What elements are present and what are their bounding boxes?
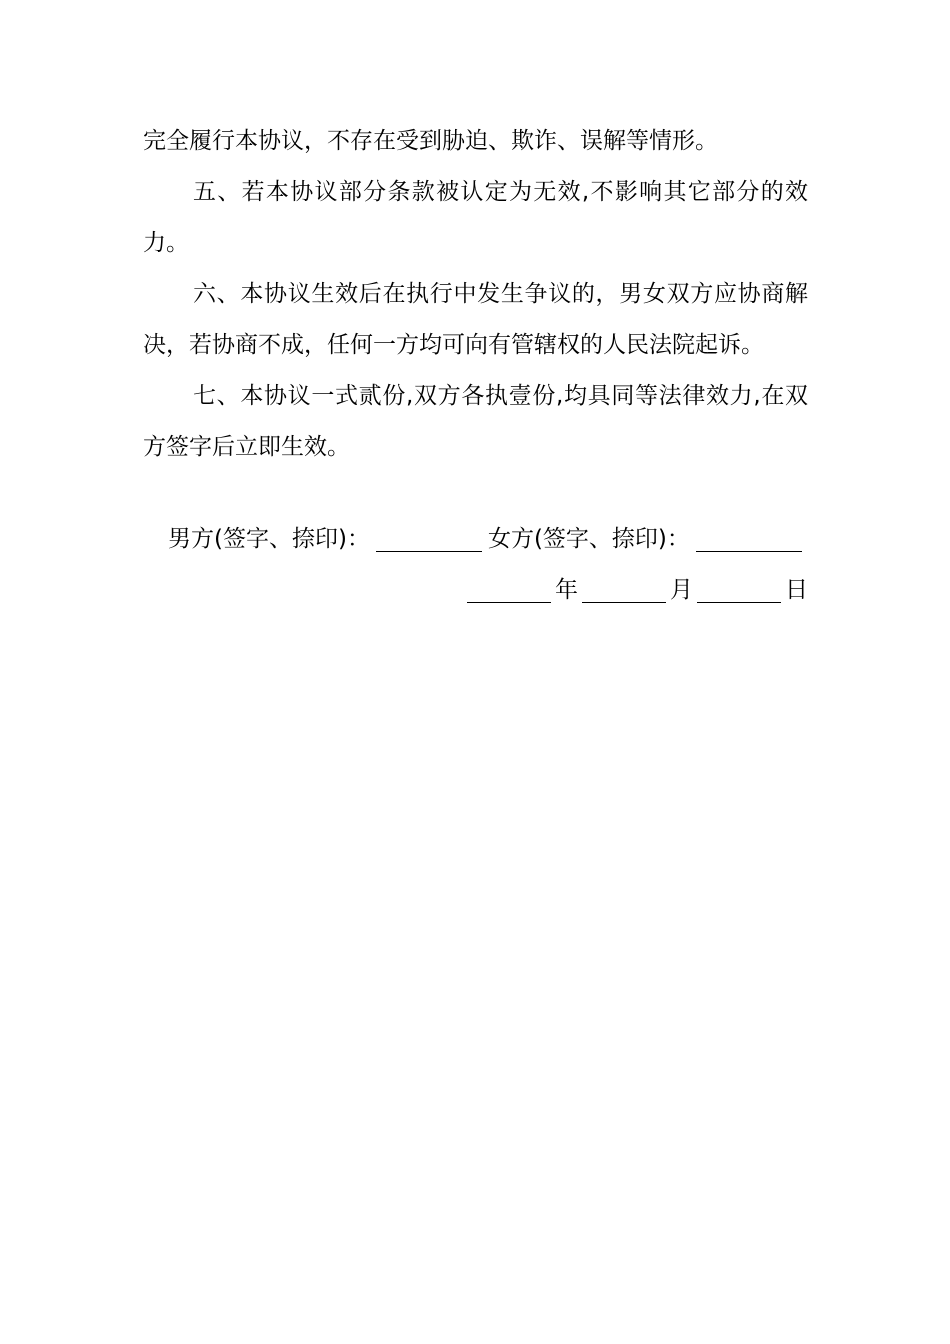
year-blank bbox=[467, 574, 551, 603]
female-signature-label: 女方(签字、捺印)： bbox=[487, 526, 690, 552]
clause-five: 五、若本协议部分条款被认定为无效,不影响其它部分的效力。 bbox=[143, 179, 808, 256]
male-signature-blank bbox=[376, 523, 482, 552]
signature-row bbox=[168, 519, 808, 559]
clause-six: 六、本协议生效后在执行中发生争议的，男女双方应协商解决，若协商不成，任何一方均可向有管辖权的人民法院起诉。 bbox=[143, 281, 808, 358]
month-label: 月 bbox=[670, 577, 693, 603]
clause-seven: 七、本协议一式贰份,双方各执壹份,均具同等法律效力,在双方签字后立即生效。 bbox=[143, 383, 808, 460]
male-signature-label: 男方(签字、捺印)： bbox=[168, 526, 370, 552]
month-blank bbox=[582, 574, 666, 603]
date-row bbox=[463, 570, 808, 610]
female-signature-blank bbox=[696, 523, 802, 552]
day-blank bbox=[697, 574, 781, 603]
day-label: 日 bbox=[785, 577, 808, 603]
agreement-body bbox=[143, 116, 808, 473]
paragraph-continuation: 完全履行本协议，不存在受到胁迫、欺诈、误解等情形。 bbox=[143, 128, 718, 154]
year-label: 年 bbox=[555, 577, 578, 603]
